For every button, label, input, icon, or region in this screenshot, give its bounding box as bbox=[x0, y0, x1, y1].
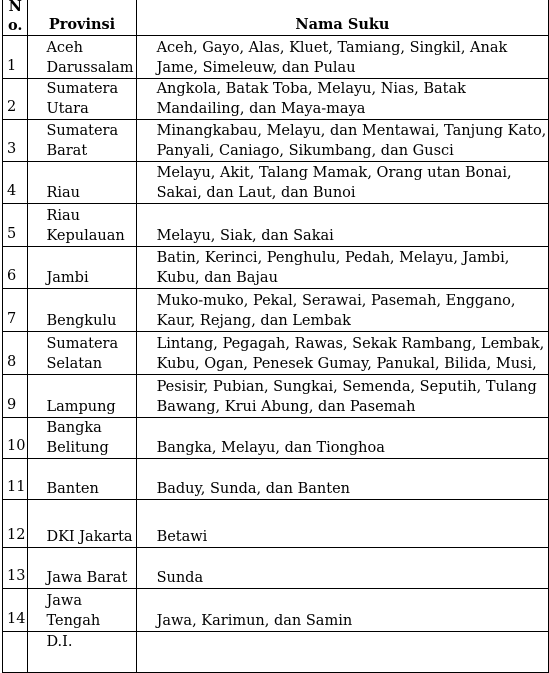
table-row bbox=[3, 500, 549, 548]
row-number: 5 bbox=[3, 204, 28, 247]
tribe-list-cell bbox=[136, 548, 549, 589]
tribe-list-line bbox=[157, 548, 547, 568]
table-row bbox=[3, 548, 549, 589]
suku-table bbox=[2, 0, 549, 673]
province-line bbox=[46, 548, 133, 568]
province-cell bbox=[28, 162, 136, 204]
province-line bbox=[46, 291, 133, 311]
table-row bbox=[3, 162, 549, 204]
row-number: 4 bbox=[3, 162, 28, 204]
header-no: N o. bbox=[3, 0, 28, 36]
tribe-list-line bbox=[157, 591, 547, 611]
row-number: 9 bbox=[3, 375, 28, 418]
province-cell bbox=[28, 332, 136, 375]
tribe-list-line: Melayu, Siak, dan Sakai bbox=[156, 228, 334, 244]
row-number: 3 bbox=[3, 120, 28, 162]
tribe-list-line: Minangkabau, Melayu, dan Mentawai, Tanjung Kato, bbox=[156, 123, 547, 139]
header-nama-suku: Nama Suku bbox=[136, 0, 549, 36]
table-row bbox=[3, 36, 549, 79]
tribe-list-line: Aceh, Gayo, Alas, Kluet, Tamiang, Singkil, Anak bbox=[156, 40, 508, 56]
row-number: 1 bbox=[3, 36, 28, 79]
tribe-list-line bbox=[157, 459, 547, 479]
tribe-list-cell bbox=[136, 500, 549, 548]
tribe-list-cell bbox=[136, 418, 549, 459]
header-provinsi: Provinsi bbox=[28, 0, 136, 36]
province-line: Selatan bbox=[46, 356, 103, 372]
province-line: Riau bbox=[46, 208, 80, 224]
province-cell bbox=[28, 79, 136, 120]
tribe-list-cell bbox=[136, 120, 549, 162]
tribe-list-line bbox=[157, 206, 547, 226]
table-header-row bbox=[3, 0, 549, 36]
table-row bbox=[3, 589, 549, 632]
tribe-list-line: Batin, Kerinci, Penghulu, Pedah, Melayu, Jambi, bbox=[156, 250, 510, 266]
province-line: DKI Jakarta bbox=[46, 529, 133, 545]
province-cell bbox=[28, 632, 136, 673]
province-cell bbox=[28, 247, 136, 289]
row-number: 10 bbox=[3, 418, 28, 459]
row-number: 13 bbox=[3, 548, 28, 589]
tribe-list-line: Mandailing, dan Maya-maya bbox=[156, 101, 366, 117]
table-row bbox=[3, 120, 549, 162]
tribe-list-line: Jawa, Karimun, dan Samin bbox=[156, 613, 353, 629]
table-row bbox=[3, 79, 549, 120]
tribe-list-line: Jame, Simeleuw, dan Pulau bbox=[156, 60, 356, 76]
tribe-list-cell bbox=[136, 289, 549, 332]
table-body bbox=[3, 36, 549, 673]
row-number bbox=[3, 632, 28, 673]
province-cell bbox=[28, 204, 136, 247]
province-line: Riau bbox=[46, 185, 80, 201]
province-line: Jambi bbox=[46, 270, 89, 286]
tribe-list-line bbox=[157, 418, 547, 438]
tribe-list-line: Panyali, Caniago, Sikumbang, dan Gusci bbox=[156, 143, 454, 159]
table-row bbox=[3, 289, 549, 332]
tribe-list-cell bbox=[136, 375, 549, 418]
province-line: Jawa Barat bbox=[46, 570, 128, 586]
tribe-list-cell bbox=[136, 36, 549, 79]
tribe-list-line: Angkola, Batak Toba, Melayu, Nias, Batak bbox=[156, 81, 466, 97]
table-row bbox=[3, 632, 549, 673]
tribe-list-cell bbox=[136, 162, 549, 204]
table-row bbox=[3, 375, 549, 418]
tribe-list-line: Melayu, Akit, Talang Mamak, Orang utan Bonai, bbox=[156, 165, 512, 181]
province-line bbox=[46, 459, 133, 479]
tribe-list-line: Bangka, Melayu, dan Tionghoa bbox=[156, 440, 385, 456]
province-cell bbox=[28, 120, 136, 162]
table-row bbox=[3, 459, 549, 500]
province-cell bbox=[28, 548, 136, 589]
tribe-list-line: Sakai, dan Laut, dan Bunoi bbox=[156, 185, 356, 201]
row-number: 6 bbox=[3, 247, 28, 289]
tribe-list-cell bbox=[136, 459, 549, 500]
row-number: 12 bbox=[3, 500, 28, 548]
row-number: 14 bbox=[3, 589, 28, 632]
province-line: Utara bbox=[46, 101, 89, 117]
province-line: D.I. bbox=[46, 634, 73, 650]
province-line bbox=[46, 507, 133, 527]
province-line: Sumatera bbox=[46, 81, 119, 97]
tribe-list-line: Lintang, Pegagah, Rawas, Sekak Rambang, Lembak, bbox=[156, 336, 545, 352]
province-line: Darussalam bbox=[46, 60, 134, 76]
tribe-list-line: Kubu, Ogan, Penesek Gumay, Panukal, Bilida, Musi, bbox=[156, 356, 537, 372]
tribe-list-cell bbox=[136, 247, 549, 289]
row-number: 11 bbox=[3, 459, 28, 500]
tribe-list-line bbox=[157, 507, 547, 527]
tribe-list-line: Baduy, Sunda, dan Banten bbox=[156, 481, 350, 497]
tribe-list-cell bbox=[136, 204, 549, 247]
table-row bbox=[3, 418, 549, 459]
province-line: Lampung bbox=[46, 399, 116, 415]
tribe-list-line bbox=[157, 652, 547, 672]
tribe-list-cell bbox=[136, 332, 549, 375]
province-line: Barat bbox=[46, 143, 88, 159]
province-cell bbox=[28, 375, 136, 418]
tribe-list-line: Kubu, dan Bajau bbox=[156, 270, 278, 286]
tribe-list-cell bbox=[136, 632, 549, 673]
tribe-list-line bbox=[157, 632, 547, 652]
row-number: 8 bbox=[3, 332, 28, 375]
province-line: Bangka bbox=[46, 420, 102, 436]
province-line: Banten bbox=[46, 481, 99, 497]
tribe-list-line: Sunda bbox=[156, 570, 204, 586]
tribe-list-line: Betawi bbox=[156, 529, 208, 545]
province-cell bbox=[28, 589, 136, 632]
province-line bbox=[46, 652, 133, 672]
province-line: Sumatera bbox=[46, 336, 119, 352]
province-line bbox=[46, 248, 133, 268]
row-number: 7 bbox=[3, 289, 28, 332]
province-line: Bengkulu bbox=[46, 313, 117, 329]
tribe-list-line: Muko-muko, Pekal, Serawai, Pasemah, Enggano, bbox=[156, 293, 516, 309]
province-cell bbox=[28, 289, 136, 332]
province-line: Tengah bbox=[46, 613, 101, 629]
province-cell bbox=[28, 36, 136, 79]
province-line: Kepulauan bbox=[46, 228, 125, 244]
tribe-list-cell bbox=[136, 589, 549, 632]
table-row bbox=[3, 247, 549, 289]
province-line: Belitung bbox=[46, 440, 109, 456]
tribe-list-line: Pesisir, Pubian, Sungkai, Semenda, Seputih, Tulang bbox=[156, 379, 537, 395]
tribe-list-line: Kaur, Rejang, dan Lembak bbox=[156, 313, 351, 329]
tribe-list-cell bbox=[136, 79, 549, 120]
row-number: 2 bbox=[3, 79, 28, 120]
province-cell bbox=[28, 418, 136, 459]
tribe-list-line: Bawang, Krui Abung, dan Pasemah bbox=[156, 399, 416, 415]
province-cell bbox=[28, 500, 136, 548]
province-line bbox=[46, 377, 133, 397]
province-line: Jawa bbox=[46, 593, 82, 609]
province-cell bbox=[28, 459, 136, 500]
province-line: Sumatera bbox=[46, 123, 119, 139]
table-row bbox=[3, 332, 549, 375]
province-line: Aceh bbox=[46, 40, 83, 56]
table-row bbox=[3, 204, 549, 247]
province-line bbox=[46, 163, 133, 183]
